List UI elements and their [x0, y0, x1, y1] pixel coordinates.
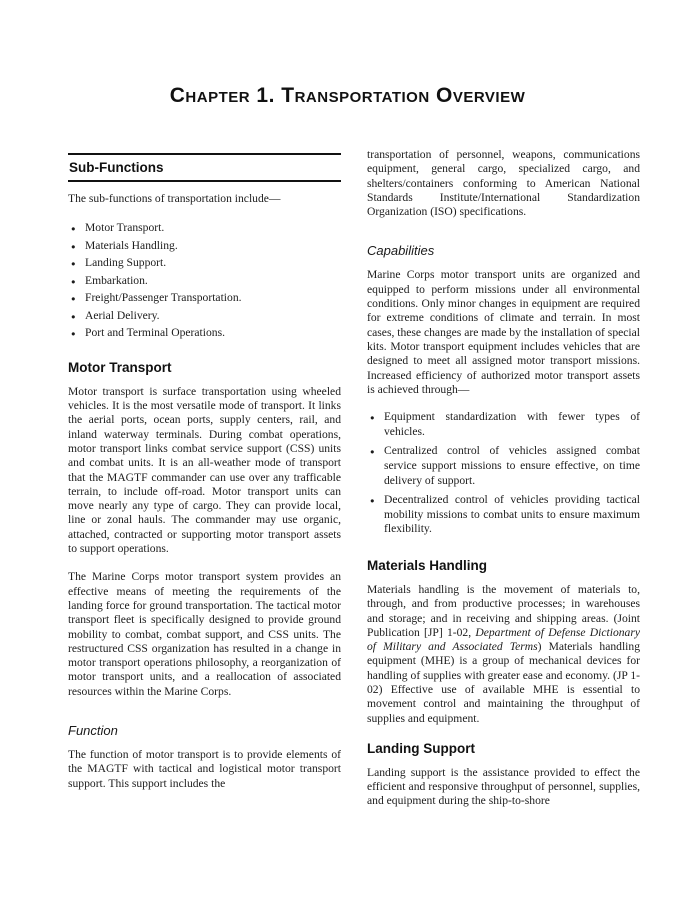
- list-item: [68, 289, 341, 307]
- continuation-paragraph: transportation of personnel, weapons, communications equipment, general cargo, specialized cargo, and shelters/containers conforming to American National Standards Institute/International Standardization Organization (ISO) specifications.: [367, 148, 640, 219]
- bullet-icon: ●: [370, 496, 375, 506]
- list-item-label: Decentralized control of vehicles providing tactical mobility missions to combat units to ensure maximum flexibility.: [384, 493, 640, 536]
- capabilities-subheading: Capabilities: [367, 243, 435, 259]
- right-column: [367, 146, 640, 809]
- list-item-label: Freight/Passenger Transportation.: [85, 291, 242, 305]
- list-item-label: Aerial Delivery.: [85, 308, 160, 322]
- function-subheading: Function: [68, 723, 118, 739]
- list-item: [68, 254, 341, 272]
- list-item: [68, 237, 341, 255]
- materials-handling-heading: Materials Handling: [367, 557, 488, 573]
- sub-functions-heading: Sub-Functions: [68, 153, 341, 182]
- list-item: [68, 272, 341, 290]
- capabilities-list: [367, 410, 640, 537]
- list-item: [68, 324, 341, 342]
- bullet-icon: ●: [370, 413, 375, 423]
- landing-support-paragraph: Landing support is the assistance provided to effect the efficient and responsive throughput of personnel, supplies, and equipment during the ship-to-shore: [367, 765, 640, 808]
- materials-handling-paragraph: [367, 583, 640, 726]
- list-item-label: Centralized control of vehicles assigned combat service support missions to ensure effective, on time delivery of support.: [384, 444, 640, 487]
- list-item-label: Embarkation.: [85, 273, 148, 287]
- paragraph-segment: Materials handling is the movement of materials to, through, and from productive processes; in warehouses and storage; and in receiving and shipping areas. (Joint Publication [JP] 1-02,: [367, 582, 640, 639]
- bullet-icon: ●: [71, 276, 76, 286]
- landing-support-heading: Landing Support: [367, 740, 475, 756]
- function-paragraph: The function of motor transport is to provide elements of the MAGTF with tactical and logistical motor transport support. This support includes the: [68, 748, 341, 790]
- list-item-label: Port and Terminal Operations.: [85, 326, 226, 340]
- list-item-label: Landing Support.: [85, 256, 167, 270]
- list-item-label: Motor Transport.: [85, 221, 165, 235]
- list-item-label: Materials Handling.: [85, 238, 178, 252]
- publication-title-italic: Department of Defense Dictionary of Military and Associated Terms: [367, 625, 641, 654]
- motor-transport-heading: Motor Transport: [68, 359, 172, 375]
- sub-functions-intro: The sub-functions of transportation include—: [68, 192, 281, 205]
- motor-transport-paragraph-1: Motor transport is surface transportation using wheeled vehicles. It is the most versatile mode of transport. It links the aerial ports, ocean ports, supply centers, rail, and inland waterway terminals. During combat operations, motor transport links combat service support (CSS) units and combat units. It is an all-weather mode of transport that the MAGTF commander can use over any trafficable terrain, to include off-road. Motor transport units can move nearly any type of cargo. They can provide local, line or zonal hauls. The commander may use organic, attached, contracted or supporting motor transport assets to support operations.: [68, 384, 341, 556]
- list-item: [367, 410, 640, 439]
- list-item: [68, 307, 341, 325]
- motor-transport-paragraph-2: The Marine Corps motor transport system provides an effective means of meeting the requirements of the landing force for ground transportation. The tactical motor transport fleet is specifically designed to provide ground mobility to combat, combat support, and CSS units. The restructured CSS organization has resulted in a change in motor transport operations philosophy, a reorganization of motor transport units, and a reallocation of associated resources within the Marine Corps.: [68, 570, 341, 698]
- bullet-icon: ●: [71, 241, 76, 251]
- bullet-icon: ●: [71, 224, 76, 234]
- chapter-title: Chapter 1. Transportation Overview: [169, 84, 526, 107]
- left-column: [68, 146, 341, 809]
- bullet-icon: ●: [370, 447, 375, 457]
- list-item-label: Equipment standardization with fewer types of vehicles.: [384, 410, 640, 438]
- list-item: [367, 493, 640, 537]
- sub-functions-list: [68, 219, 341, 342]
- bullet-icon: ●: [71, 311, 76, 321]
- bullet-icon: ●: [71, 329, 76, 339]
- capabilities-paragraph: Marine Corps motor transport units are organized and equipped to perform missions under all environmental conditions. Only minor changes in equipment are required for extreme conditions of climate and terrain. In most cases, these changes are made by the installation of special kits. Motor transport equipment includes vehicles that are designed to meet all assigned motor transport missions. Increased efficiency of authorized motor transport assets is achieved through—: [367, 268, 640, 396]
- two-column-layout: [68, 146, 640, 809]
- list-item: [367, 444, 640, 488]
- bullet-icon: ●: [71, 259, 76, 269]
- list-item: [68, 219, 341, 237]
- paragraph-segment: ) Materials handling equipment (MHE) is a group of mechanical devices for handling of supplies with greater ease and economy. (JP 1-02) Effective use of available MHE is essential to movement control and maintaining the throughput of supplies and equipment.: [367, 640, 640, 725]
- bullet-icon: ●: [71, 294, 76, 304]
